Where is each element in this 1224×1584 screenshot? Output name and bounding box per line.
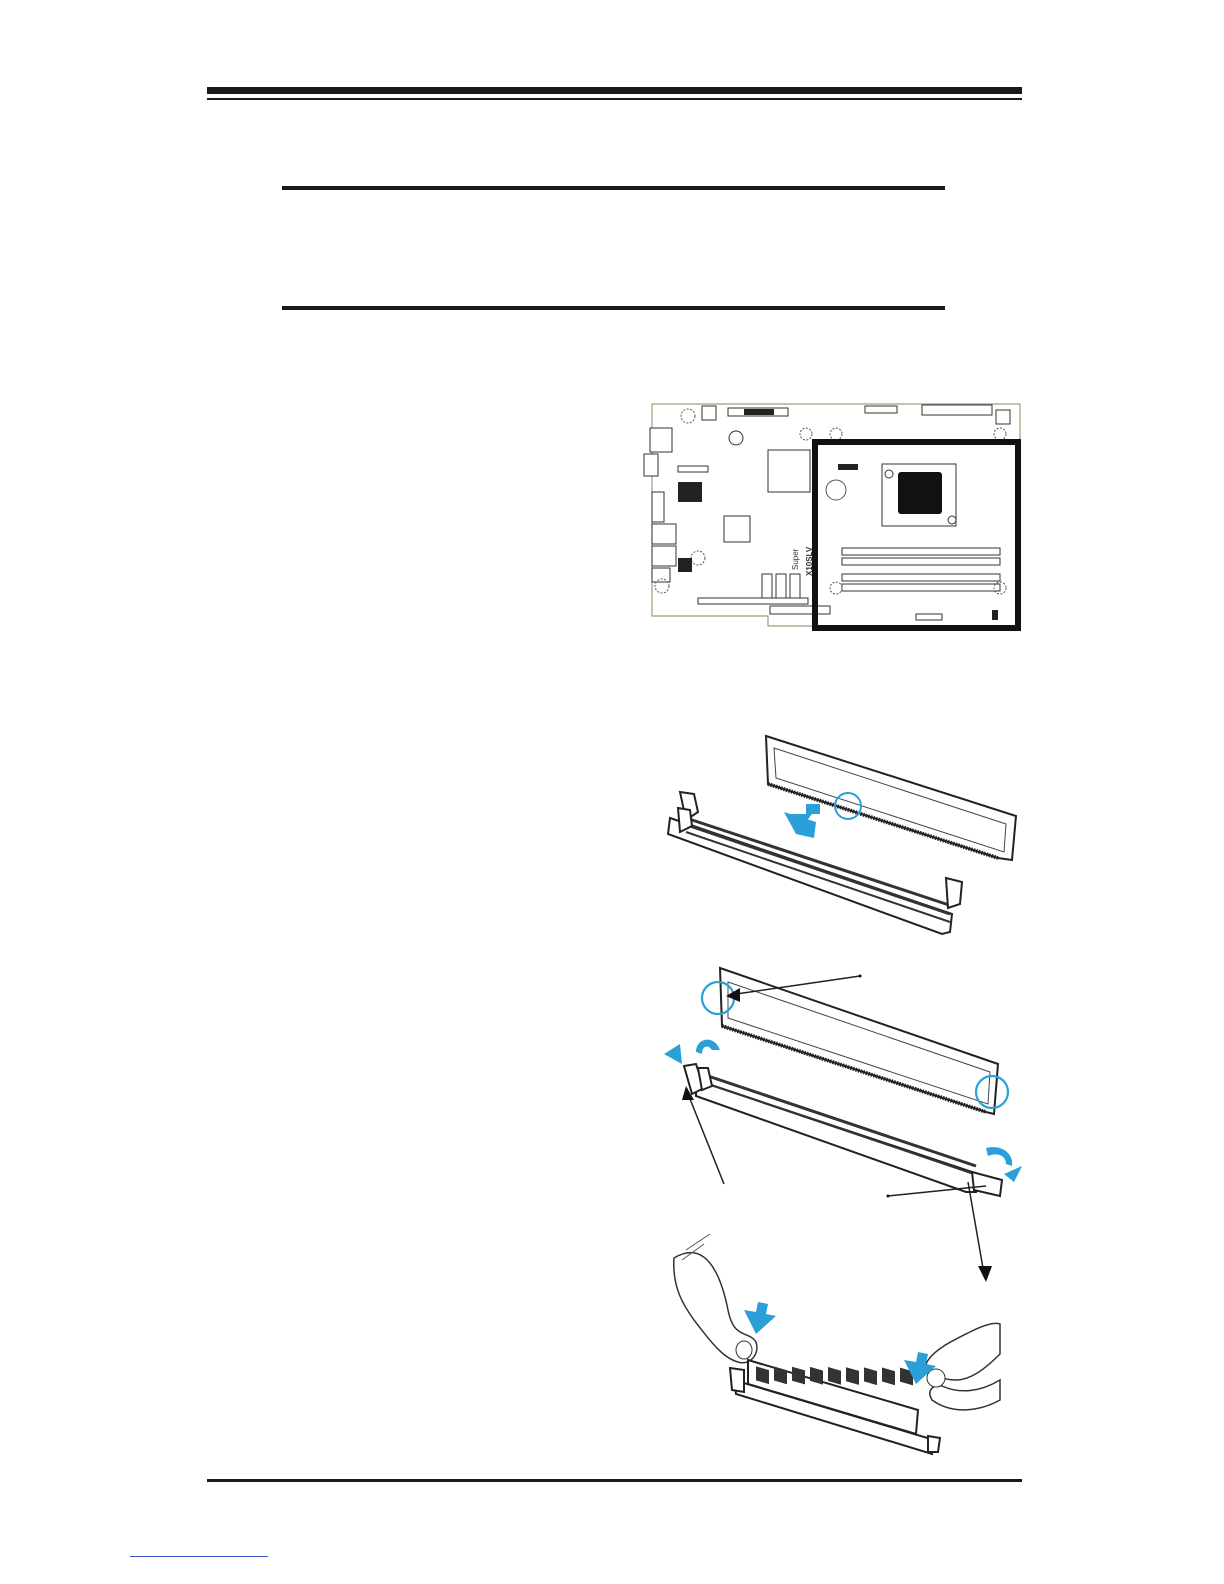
- dimm-slot: [842, 558, 1000, 565]
- dimm-insert-diagram: [660, 728, 1030, 948]
- dimm-slot: [842, 584, 1000, 591]
- dimm-press-diagram: [664, 1230, 1008, 1462]
- board-model: X10SLV: [805, 546, 814, 576]
- header-rule-thin: [207, 98, 1022, 100]
- header-connector: [996, 410, 1010, 424]
- slot-latch: [928, 1436, 940, 1452]
- controller-chip: [724, 516, 750, 542]
- vrm: [762, 574, 772, 598]
- io-connector: [652, 568, 670, 582]
- footer-rule: [207, 1479, 1022, 1482]
- io-connector: [652, 524, 676, 544]
- vrm: [776, 574, 786, 598]
- header-connector: [865, 406, 897, 413]
- vrm: [790, 574, 800, 598]
- bottom-link-underline[interactable]: [130, 1556, 268, 1557]
- cpu-socket: [898, 472, 942, 514]
- pcie-slot: [770, 606, 830, 614]
- board-logo: Super: [791, 548, 800, 570]
- header-pins: [838, 464, 858, 470]
- bios-chip: [678, 482, 702, 502]
- pcie-slot: [698, 598, 808, 604]
- release-arrow-icon: [664, 1044, 682, 1064]
- note-box-top-rule: [282, 186, 945, 190]
- release-arrow-icon: [696, 1040, 720, 1054]
- header-connector: [744, 409, 774, 415]
- memory-module: [766, 736, 1016, 860]
- header-pins: [678, 466, 708, 472]
- socket-screw: [885, 470, 893, 478]
- motherboard-diagram: [640, 398, 1030, 638]
- controller-chip: [678, 558, 692, 572]
- board-outline: [652, 404, 1020, 626]
- pointer-arrow-icon: [688, 1094, 724, 1184]
- slot-latch: [946, 878, 962, 908]
- header-rule-thick: [207, 87, 1022, 94]
- header-connector: [916, 614, 942, 620]
- header-connector: [992, 610, 998, 620]
- io-connector: [644, 454, 658, 476]
- header-connector: [702, 406, 716, 420]
- pch-chip: [768, 450, 810, 492]
- battery: [729, 431, 743, 445]
- io-connector: [652, 546, 676, 566]
- release-arrow-icon: [1004, 1166, 1022, 1182]
- io-connector: [652, 492, 664, 522]
- note-box-bottom-rule: [282, 306, 945, 310]
- release-arrow-icon: [986, 1147, 1012, 1166]
- dimm-slot: [842, 574, 1000, 581]
- down-arrow-icon: [744, 1302, 776, 1334]
- socket-screw: [948, 516, 956, 524]
- header-connector: [922, 405, 992, 415]
- dimm-slot: [842, 548, 1000, 555]
- slot-latch: [730, 1368, 744, 1392]
- io-connector: [650, 428, 672, 452]
